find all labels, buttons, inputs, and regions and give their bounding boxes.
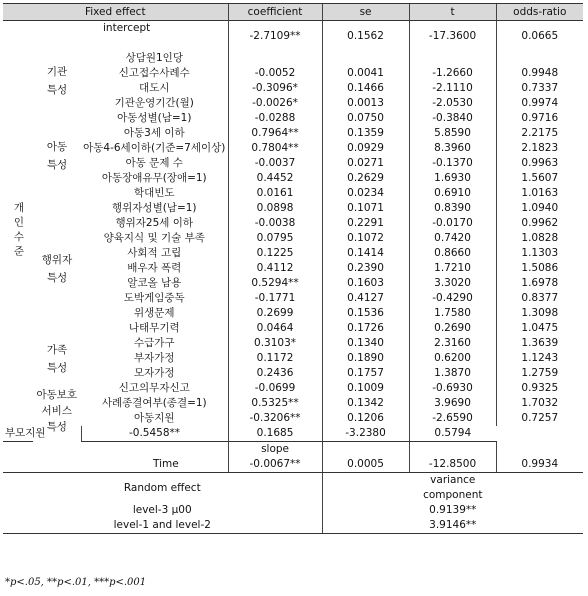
row-or: 2.2175 xyxy=(496,126,583,141)
time-t: -12.8500 xyxy=(409,457,496,473)
row-label: 아동지원 xyxy=(133,412,175,424)
row-coef: -0.0288 xyxy=(228,111,322,126)
row-or: 0.5794 xyxy=(409,426,496,442)
row-t: -2.0530 xyxy=(409,96,496,111)
group-perpetrator: 행위자 특성 xyxy=(41,253,73,284)
row-coef: -0.0052 xyxy=(228,66,322,81)
row-t: 0.6910 xyxy=(409,186,496,201)
slope-label-row xyxy=(3,442,583,458)
row-or: 1.3639 xyxy=(496,336,583,351)
time-se: 0.0005 xyxy=(322,457,409,473)
row-se: 0.0234 xyxy=(322,186,409,201)
row-or: 1.1243 xyxy=(496,351,583,366)
row-se: 0.1414 xyxy=(322,246,409,261)
row-label: 양육지식 및 기술 부족 xyxy=(103,232,205,244)
row-coef: 0.0464 xyxy=(228,321,322,336)
row-label: 수급가구 xyxy=(133,337,175,349)
row-coef: 0.4112 xyxy=(228,261,322,276)
slope-label: slope xyxy=(228,442,322,458)
intercept-coef: -2.7109** xyxy=(228,21,322,52)
intercept-se: 0.1562 xyxy=(322,21,409,52)
time-label: Time xyxy=(3,457,228,473)
group-agency: 기관 특성 xyxy=(46,66,68,96)
row-label: 아동 문제 수 xyxy=(125,157,183,169)
row-coef: -0.5458** xyxy=(81,426,228,442)
random-level12-row xyxy=(3,518,583,534)
row-coef: 0.0898 xyxy=(228,201,322,216)
row-se: 0.1890 xyxy=(322,351,409,366)
row-coef: 0.5294** xyxy=(228,276,322,291)
table-row xyxy=(3,51,583,66)
row-se: 0.1342 xyxy=(322,396,409,411)
variance-header-1: variance xyxy=(322,473,583,489)
header-t: t xyxy=(409,4,496,21)
table-row xyxy=(3,126,583,141)
row-label: 아동성별(남=1) xyxy=(117,112,192,124)
table-row xyxy=(3,111,583,126)
random-effect-title: Random effect xyxy=(123,482,201,494)
level3-value: 0.9139** xyxy=(322,503,583,518)
table-row xyxy=(3,66,583,81)
row-or: 0.7337 xyxy=(496,81,583,96)
row-or: 1.7032 xyxy=(496,396,583,411)
row-coef: -0.0038 xyxy=(228,216,322,231)
row-or: 0.9963 xyxy=(496,156,583,171)
row-or: 1.5607 xyxy=(496,171,583,186)
row-se: 0.2629 xyxy=(322,171,409,186)
row-se: 0.0271 xyxy=(322,156,409,171)
row-label: 사례종결여부(종결=1) xyxy=(101,397,207,409)
table-row xyxy=(3,231,583,246)
table-row xyxy=(3,186,583,201)
row-label: 신고의무자신고 xyxy=(118,382,190,394)
table-row xyxy=(3,306,583,321)
row-se: 0.1206 xyxy=(322,411,409,426)
intercept-t: -17.3600 xyxy=(409,21,496,52)
row-coef: 0.7964** xyxy=(228,126,322,141)
table-row xyxy=(3,81,583,96)
row-se: 0.0041 xyxy=(322,66,409,81)
row-label: 사회적 고립 xyxy=(127,247,182,259)
header-coefficient: coefficient xyxy=(228,4,322,21)
table-row xyxy=(3,396,583,411)
group-child: 아동 특성 xyxy=(46,141,68,171)
table-row xyxy=(3,216,583,231)
row-coef: -0.3096* xyxy=(228,81,322,96)
row-or: 1.0940 xyxy=(496,201,583,216)
row-t: 1.3870 xyxy=(409,366,496,381)
row-label: 도박게임중독 xyxy=(123,292,185,304)
row-label: 아동4-6세이하(기준=7세이상) xyxy=(83,142,226,154)
row-t: -0.3840 xyxy=(409,111,496,126)
row-label: 배우자 폭력 xyxy=(127,262,182,274)
row-coef: -0.1771 xyxy=(228,291,322,306)
intercept-label: intercept xyxy=(103,22,151,34)
row-coef: 0.5325** xyxy=(228,396,322,411)
intercept-label-row xyxy=(3,21,583,37)
row-t: 3.3020 xyxy=(409,276,496,291)
row-se: 0.0929 xyxy=(322,141,409,156)
row-se: 0.1685 xyxy=(228,426,322,442)
row-or: 0.9716 xyxy=(496,111,583,126)
row-t: 1.6930 xyxy=(409,171,496,186)
random-header-row xyxy=(3,473,583,489)
header-odds-ratio: odds-ratio xyxy=(496,4,583,21)
row-label: 아동3세 이하 xyxy=(123,127,185,139)
row-t: 2.3160 xyxy=(409,336,496,351)
row-label: 부자가정 xyxy=(133,352,175,364)
level1-label: 개인수준 xyxy=(12,202,25,260)
row-t: 3.9690 xyxy=(409,396,496,411)
row-or: 1.0163 xyxy=(496,186,583,201)
row-t: -0.4290 xyxy=(409,291,496,306)
level3-label: level-3 μ00 xyxy=(132,504,192,516)
table-row xyxy=(3,351,583,366)
row-se: 0.1071 xyxy=(322,201,409,216)
row-coef: 0.2699 xyxy=(228,306,322,321)
table-row xyxy=(3,291,583,306)
row-t: 1.7580 xyxy=(409,306,496,321)
row-or: 0.7257 xyxy=(496,411,583,426)
row-or: 2.1823 xyxy=(496,141,583,156)
row-or: 0.9962 xyxy=(496,216,583,231)
row-se: 0.1603 xyxy=(322,276,409,291)
row-se: 0.1726 xyxy=(322,321,409,336)
table-row xyxy=(3,426,583,442)
intercept-or: 0.0665 xyxy=(496,21,583,52)
row-t: -0.0170 xyxy=(409,216,496,231)
row-t: -2.6590 xyxy=(409,411,496,426)
table-row xyxy=(3,366,583,381)
row-se: 0.2291 xyxy=(322,216,409,231)
table-row xyxy=(3,171,583,186)
row-label: 행위자성별(남=1) xyxy=(112,202,197,214)
row-label: 알코올 남용 xyxy=(127,277,182,289)
row-se: 0.0750 xyxy=(322,111,409,126)
group-family: 가족 특성 xyxy=(46,343,68,374)
row-label: 나태무기력 xyxy=(128,322,180,334)
row-or: 1.0475 xyxy=(496,321,583,336)
row-coef: -0.0037 xyxy=(228,156,322,171)
row-or: 0.9948 xyxy=(496,66,583,81)
row-or: 1.0828 xyxy=(496,231,583,246)
row-or: 1.6978 xyxy=(496,276,583,291)
row-coef: 0.1225 xyxy=(228,246,322,261)
row-coef: 0.1172 xyxy=(228,351,322,366)
row-or: 1.1303 xyxy=(496,246,583,261)
header-row xyxy=(3,4,583,21)
table-row xyxy=(3,201,583,216)
row-or: 1.3098 xyxy=(496,306,583,321)
row-se: 0.2390 xyxy=(322,261,409,276)
table-row xyxy=(3,261,583,276)
table-row xyxy=(3,411,583,426)
row-se: 0.1757 xyxy=(322,366,409,381)
level12-value: 3.9146** xyxy=(322,518,583,534)
row-label: 학대빈도 xyxy=(133,187,175,199)
row-or: 0.9325 xyxy=(496,381,583,396)
row-se: 0.1466 xyxy=(322,81,409,96)
row-se: 0.4127 xyxy=(322,291,409,306)
time-or: 0.9934 xyxy=(496,457,583,473)
group-service: 아동보호 서비스 특성 xyxy=(36,389,78,434)
row-t: 0.7420 xyxy=(409,231,496,246)
row-t: 1.7210 xyxy=(409,261,496,276)
row-t: -3.2380 xyxy=(322,426,409,442)
row-or: 1.2759 xyxy=(496,366,583,381)
row-t: -0.6930 xyxy=(409,381,496,396)
row-t: 0.8660 xyxy=(409,246,496,261)
row-coef: 0.3103* xyxy=(228,336,322,351)
row-se: 0.1536 xyxy=(322,306,409,321)
row-label: 아동장애유무(장애=1) xyxy=(101,172,207,184)
row-coef: 0.4452 xyxy=(228,171,322,186)
header-se: se xyxy=(322,4,409,21)
row-se: 0.1009 xyxy=(322,381,409,396)
row-label: 신고접수사례수 xyxy=(118,67,190,79)
table-row xyxy=(3,381,583,396)
row-coef: -0.3206** xyxy=(228,411,322,426)
row-se: 0.1340 xyxy=(322,336,409,351)
row-t: 8.3960 xyxy=(409,141,496,156)
row-t: -2.1110 xyxy=(409,81,496,96)
table-row xyxy=(3,276,583,291)
row-coef: 0.2436 xyxy=(228,366,322,381)
row-label: 상담원1인당 xyxy=(125,52,183,64)
row-label: 기관운영기간(월) xyxy=(114,97,194,109)
row-coef: 0.7804** xyxy=(228,141,322,156)
row-coef: -0.0026* xyxy=(228,96,322,111)
row-t: 5.8590 xyxy=(409,126,496,141)
row-se: 0.1072 xyxy=(322,231,409,246)
significance-footnote: *p<.05, **p<.01, ***p<.001 xyxy=(5,577,147,588)
variance-header-2: component xyxy=(322,488,583,503)
row-t: -0.1370 xyxy=(409,156,496,171)
row-or: 0.8377 xyxy=(496,291,583,306)
row-label: 부모지원 xyxy=(3,426,33,442)
table-row xyxy=(3,336,583,351)
row-coef: 0.0795 xyxy=(228,231,322,246)
row-t: 0.8390 xyxy=(409,201,496,216)
fixed-effect-table xyxy=(3,3,583,534)
row-label: 행위자25세 이하 xyxy=(115,217,194,229)
row-t: -1.2660 xyxy=(409,66,496,81)
header-fixed-effect: Fixed effect xyxy=(3,4,228,21)
row-t: 0.6200 xyxy=(409,351,496,366)
level12-label: level-1 and level-2 xyxy=(3,518,322,534)
table-row xyxy=(3,246,583,261)
row-coef: -0.0699 xyxy=(228,381,322,396)
slope-time-row xyxy=(3,457,583,473)
row-se: 0.1359 xyxy=(322,126,409,141)
table-row xyxy=(3,156,583,171)
row-coef: 0.0161 xyxy=(228,186,322,201)
table-row xyxy=(3,321,583,336)
random-level3-row xyxy=(3,503,583,518)
row-or: 0.9974 xyxy=(496,96,583,111)
row-t: 0.2690 xyxy=(409,321,496,336)
row-label: 위생문제 xyxy=(133,307,175,319)
row-or: 1.5086 xyxy=(496,261,583,276)
row-label: 모자가정 xyxy=(133,367,175,379)
time-coef: -0.0067** xyxy=(228,457,322,473)
table-row xyxy=(3,96,583,111)
row-label: 대도시 xyxy=(139,82,170,94)
row-se: 0.0013 xyxy=(322,96,409,111)
